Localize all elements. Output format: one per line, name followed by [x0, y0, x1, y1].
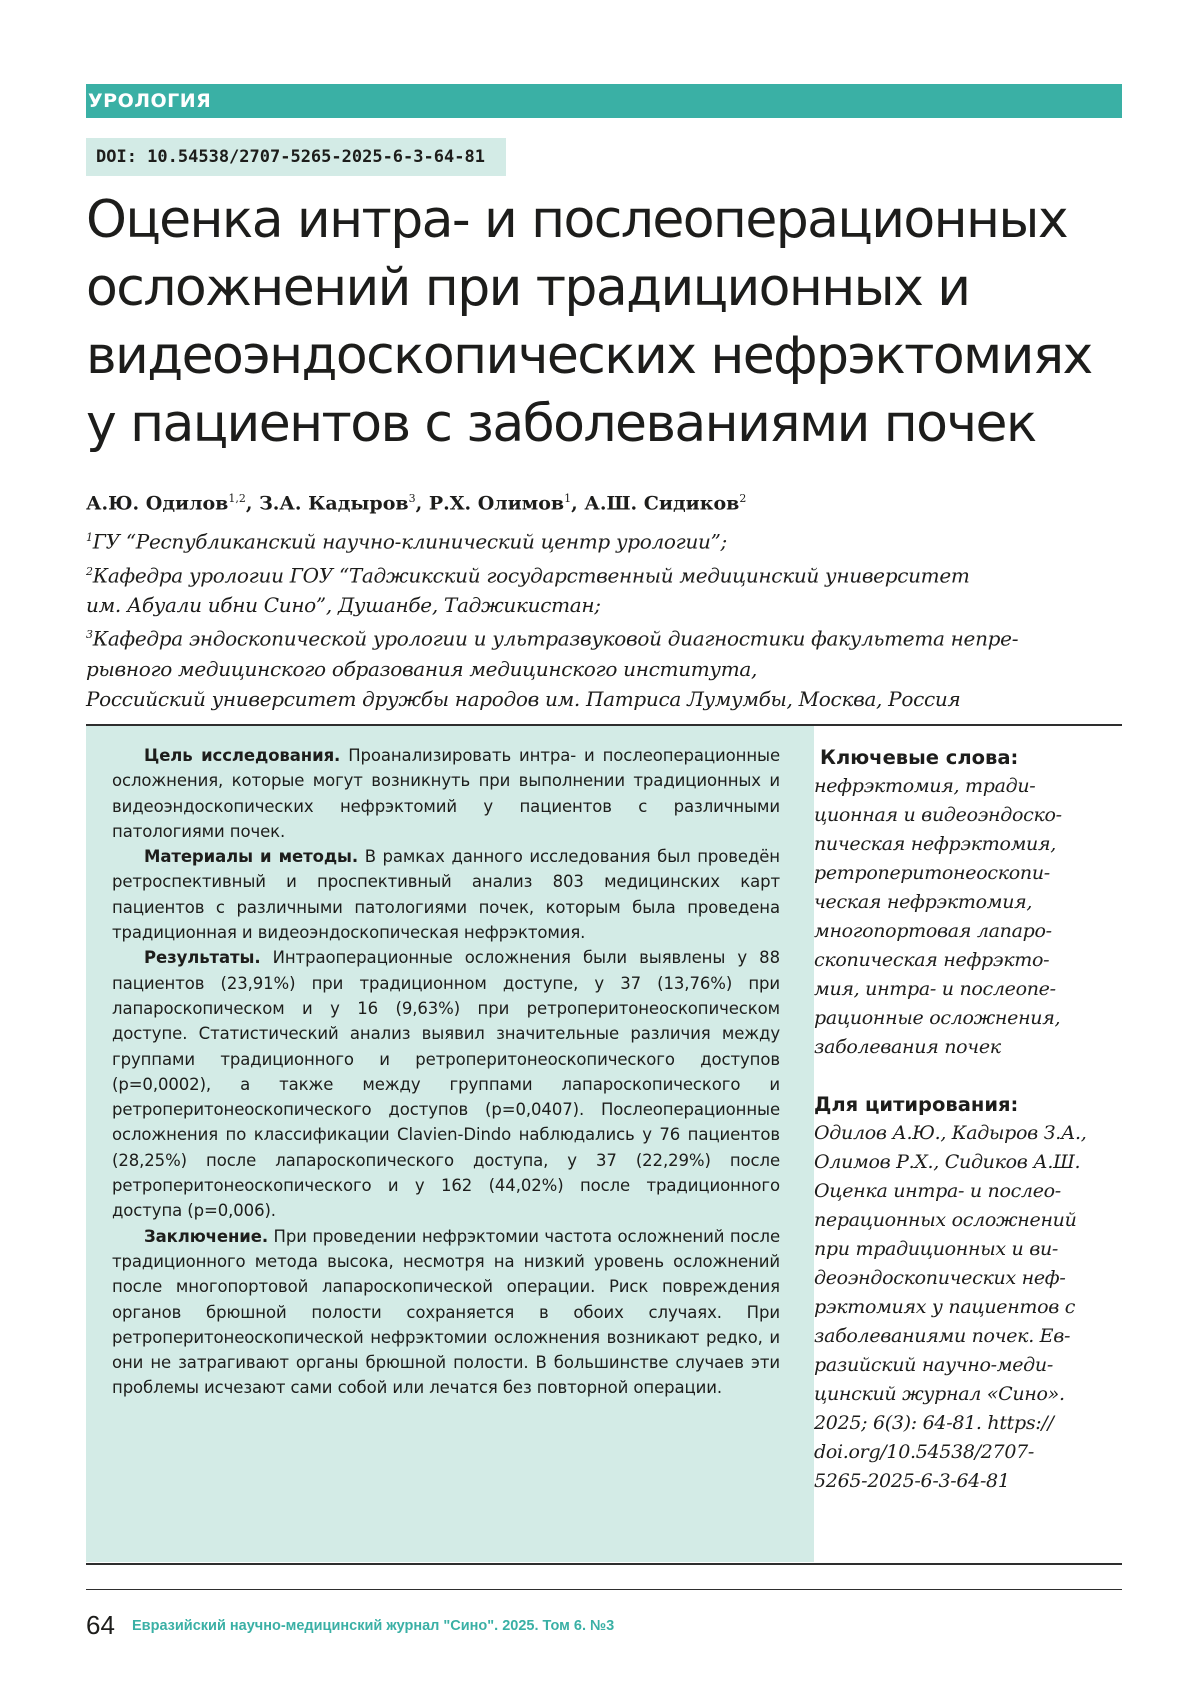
citation-line: Одилов А.Ю., Кадыров З.А., — [814, 1122, 1087, 1144]
citation-line: перационных осложнений — [814, 1209, 1077, 1231]
citation-line: заболеваниями почек. Ев- — [814, 1325, 1071, 1347]
section-label: УРОЛОГИЯ — [88, 90, 212, 112]
keywords-line: заболевания почек — [814, 1036, 1001, 1058]
bottom-rule — [86, 1563, 1122, 1565]
citation-line[interactable]: 5265-2025-6-3-64-81 — [814, 1470, 1010, 1492]
affil-text: Кафедра эндоскопической урологии и ультразвуковой диагностики факультета непре- — [92, 626, 1019, 651]
doi-box — [86, 138, 506, 176]
author-list: А.Ю. Одилов$^{1,2}$, З.А. Кадыров$^3$, Р.Х. Олимов$^1$, А.Ш. Сидиков$^2$ — [86, 492, 747, 515]
affil-text: рывного медицинского образования медицинского института, — [86, 656, 758, 681]
keywords-line: ционная и видеоэндоско- — [814, 804, 1062, 826]
title-line: у пациентов с заболеваниями почек — [86, 394, 1036, 454]
affil-text: Российский университет дружбы народов им. Патриса Лумумбы, Москва, Россия — [86, 686, 961, 711]
keywords-line: нефрэктомия, тради- — [814, 775, 1036, 797]
author-name: А.Ш. Сидиков — [584, 492, 740, 515]
affil-sup: 1 — [86, 531, 93, 544]
affiliation-line — [86, 523, 1126, 557]
citation-body — [814, 1119, 1114, 1496]
citation-line: Оценка интра- и послео- — [814, 1180, 1061, 1202]
affiliation-line — [86, 557, 1126, 591]
citation-line: Олимов Р.Х., Сидиков А.Ш. — [814, 1151, 1081, 1173]
affil-text: Кафедра урологии ГОУ “Таджикский государственный медицинский университет — [92, 563, 970, 588]
author-affil-sup: 1,2 — [228, 492, 246, 505]
author-affil-sup: 3 — [408, 492, 416, 505]
citation-line: деоэндоскопических неф- — [814, 1267, 1066, 1289]
keywords-line: многопортовая лапаро- — [814, 920, 1052, 942]
keywords-body — [814, 772, 1114, 1062]
abstract-text: Проанализировать интра- и послеоперационные осложнения, которые могут возникнуть при выполнении традиционных и видеоэндоскопических нефрэктомий у пациентов с различными патологиями почек. — [112, 746, 780, 841]
abstract-paragraph — [112, 844, 780, 945]
title-line: Оценка интра- и послеоперационных — [86, 190, 1068, 250]
affiliation-line — [86, 684, 1126, 714]
affil-sup: 3 — [86, 628, 93, 642]
citation-line: при традиционных и ви- — [814, 1238, 1059, 1260]
citation-line: разийский научно-меди- — [814, 1354, 1053, 1376]
citation-line[interactable]: doi.org/10.54538/2707- — [814, 1441, 1035, 1463]
article-title — [86, 186, 1146, 458]
footer-rule — [86, 1589, 1122, 1590]
keywords-line: ретроперитонеоскопи- — [814, 862, 1050, 884]
abstract-text: В рамках данного исследования был проведён ретроспективный и проспективный анализ 803 медицинских карт пациентов с различными патологиями почек, которым была проведена традиционная и видеоэндоскопическая нефрэктомия. — [112, 847, 780, 943]
author-name: З.А. Кадыров — [259, 492, 409, 515]
abstract-paragraph — [112, 945, 780, 1223]
doi-link[interactable]: DOI: 10.54538/2707-5265-2025-6-3-64-81 — [96, 147, 485, 167]
abstract-label: Результаты. — [144, 948, 261, 968]
title-line: видеоэндоскопических нефрэктомиях — [86, 326, 1092, 386]
affil-text: ГУ “Республиканский научно-клинический центр урологии”; — [92, 529, 727, 554]
page-number: 64 — [86, 1610, 115, 1640]
abstract-text: При проведении нефрэктомии частота осложнений после традиционного метода высока, несмотря на низкий уровень осложнений после многопортовой лапароскопической операции. Риск повреждения органов брюшной полости сохраняется в обоих случаях. При ретроперитонеоскопической нефрэктомии осложнения возникают редко, и они не затрагивают органы брюшной полости. В большинстве случаев эти проблемы исчезают сами собой или лечатся без повторной операции. — [112, 1226, 780, 1398]
affiliation-line — [86, 620, 1126, 654]
abstract-label: Цель исследования. — [144, 746, 341, 765]
abstract-paragraph — [112, 1224, 780, 1401]
keywords-line: рационные осложнения, — [814, 1007, 1061, 1029]
sidebar — [814, 743, 1114, 1496]
abstract-paragraph — [112, 743, 780, 844]
keywords-heading: Ключевые слова: — [820, 746, 1019, 769]
author-name: Р.Х. Олимов — [428, 492, 565, 515]
keywords-line: скопическая нефрэкто- — [814, 949, 1050, 971]
keywords-line: мия, интра- и послеопе- — [814, 978, 1056, 1000]
abstract-label: Заключение. — [144, 1226, 269, 1246]
affiliation-line — [86, 654, 1126, 684]
affil-text: им. Абуали ибни Сино”, Душанбе, Таджикистан; — [86, 593, 601, 618]
affiliations — [86, 523, 1126, 714]
citation-line[interactable]: 2025; 6(3): 64-81. https:// — [814, 1412, 1054, 1434]
citation-line: цинский журнал «Сино». — [814, 1383, 1065, 1405]
author-affil-sup: 1 — [564, 492, 572, 505]
affil-sup: 2 — [86, 564, 93, 578]
keywords-line: ческая нефрэктомия, — [814, 891, 1033, 913]
citation-heading: Для цитирования: — [814, 1093, 1019, 1116]
abstract — [112, 743, 780, 1401]
section-bar — [86, 84, 1122, 118]
affiliation-line — [86, 590, 1126, 620]
citation-line: рэктомиях у пациентов с — [814, 1296, 1076, 1318]
abstract-label: Материалы и методы. — [144, 847, 359, 867]
author-name: А.Ю. Одилов — [86, 492, 229, 515]
citation-block — [814, 1090, 1114, 1496]
keywords-line: пическая нефрэктомия, — [814, 833, 1057, 855]
title-line: осложнений при традиционных и — [86, 258, 970, 318]
abstract-text: Интраоперационные осложнения были выявлены у 88 пациентов (23,91%) при традиционном доступе, у 37 (13,76%) при лапароскопическом и у 16 (9,63%) при ретроперитонеоскопическом доступе. Статистический анализ выявил значительные различия между группами традиционного и ретроперитонеоскопического доступов (p=0,0002), а также между группами лапароскопического и ретроперитонеоскопического доступов (p=0,0407). Послеоперационные осложнения по классификации Clavien-Dindo наблюдались у 76 пациентов (28,25%) после лапароскопического доступа, у 37 (22,29%) после ретроперитонеоскопического и у 162 (44,02%) после традиционного доступа (p=0,006). — [112, 948, 780, 1221]
journal-name: Евразийский научно-медицинский журнал "Сино". 2025. Том 6. №3 — [132, 1618, 615, 1634]
author-affil-sup: 2 — [739, 492, 747, 505]
